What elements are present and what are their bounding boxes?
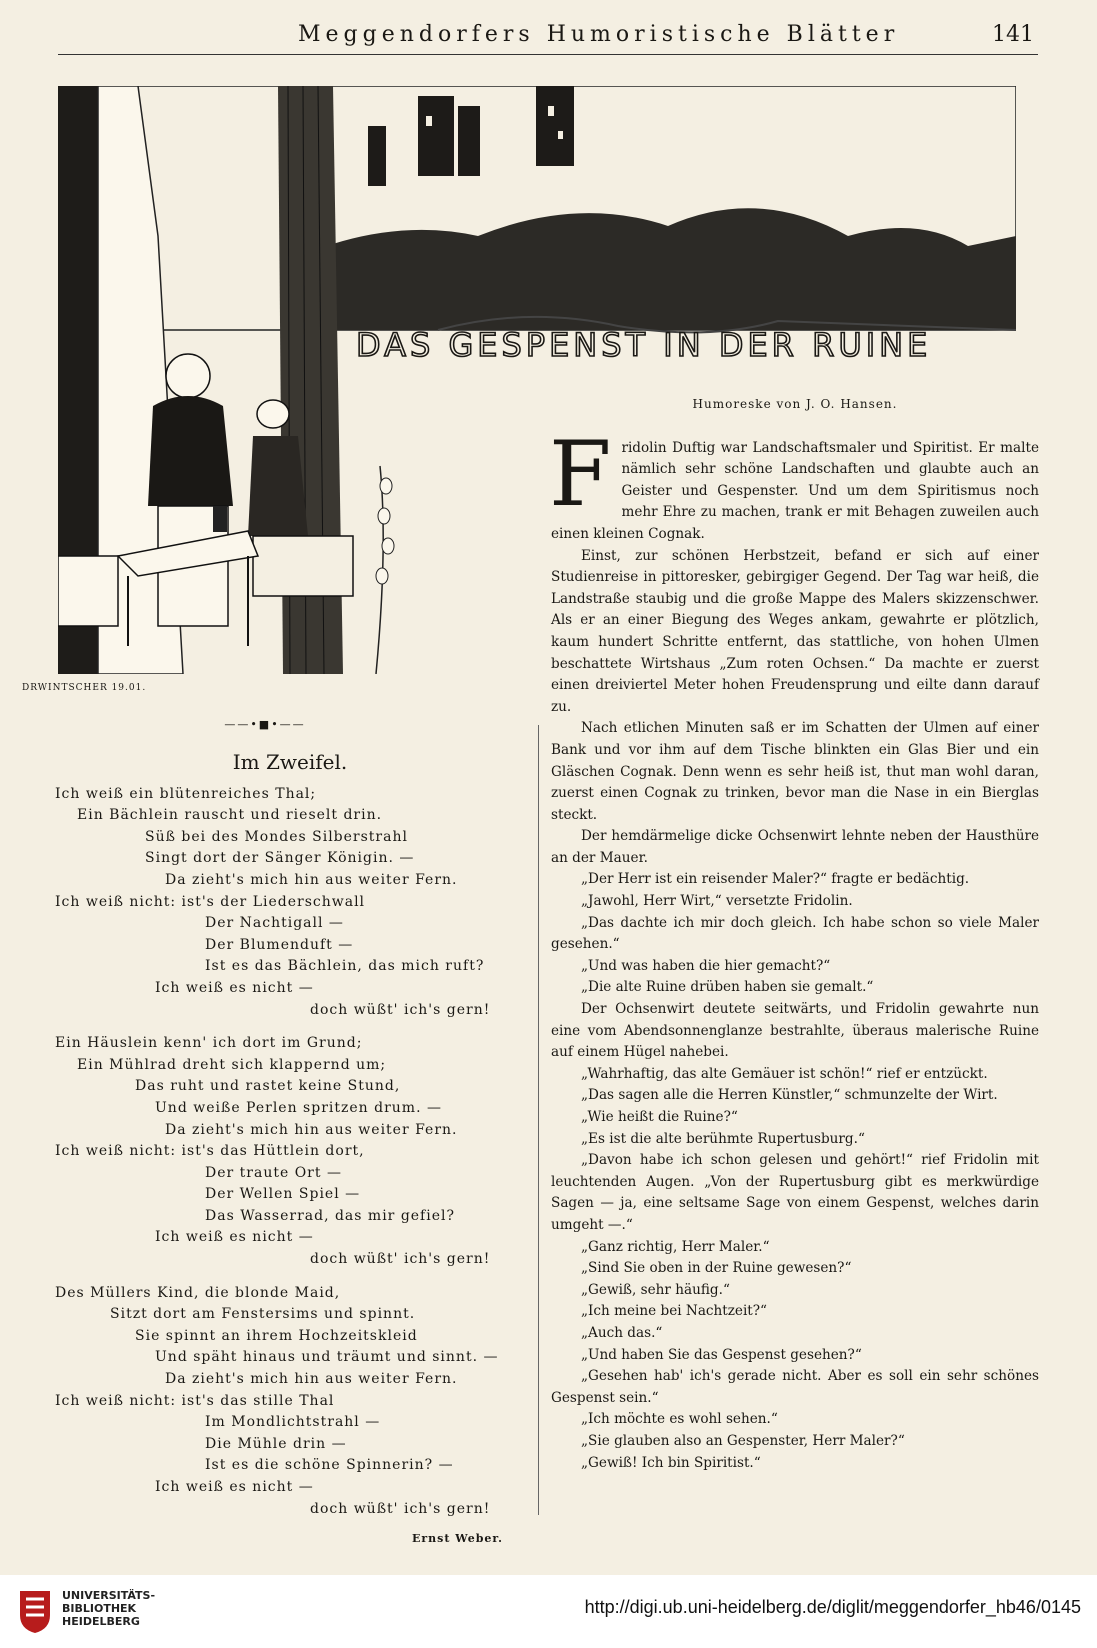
story-paragraph: „Ich möchte es wohl sehen.“ [581,1411,778,1428]
poem-line: Sitzt dort am Fenstersims und spinnt. [110,1306,416,1323]
library-line: UNIVERSITÄTS- [62,1589,156,1602]
poem-line: Sie spinnt an ihrem Hochzeitskleid [135,1327,418,1344]
poem-stanza [55,1033,525,1271]
poem-line: doch wüßt' ich's gern! [310,1500,491,1517]
story-paragraph: „Der Herr ist ein reisender Maler?“ fragte er bedächtig. [581,871,970,888]
story-paragraph: „Das sagen alle die Herren Künstler,“ schmunzelte der Wirt. [581,1087,998,1104]
source-url[interactable]: http://digi.ub.uni-heidelberg.de/diglit/meggendorfer_hb46/0145 [584,1597,1081,1617]
header-rule [58,54,1038,55]
story-paragraph: „Davon habe ich schon gelesen und gehört!“ rief Fridolin mit leuchtenden Augen. „Von der Rupertusburg gibt es merkwürdige Sagen — ja, eine seltsame Sage von einem Gespenst, welches darin umgeht —.“ [551,1152,1039,1233]
poem-title: Im Zweifel. [232,750,348,774]
story-paragraph: „Ganz richtig, Herr Maler.“ [581,1238,770,1255]
poem-line: Süß bei des Mondes Silberstrahl [145,828,408,845]
library-line: HEIDELBERG [62,1615,140,1628]
artist-signature: DRWINTSCHER 19.01. [22,683,147,693]
poem [55,752,525,1550]
story-paragraph [549,421,1039,546]
poem-line: Und späht hinaus und träumt und sinnt. — [155,1349,499,1366]
story [551,394,1039,1474]
story-paragraph: Der hemdärmelige dicke Ochsenwirt lehnte neben der Hausthüre an der Mauer. [551,828,1039,866]
poem-line: Ich weiß nicht: ist's das stille Thal [55,1392,335,1409]
column-rule [538,725,539,1515]
poem-author: Ernst Weber. [411,1532,503,1546]
poem-line: doch wüßt' ich's gern! [310,1251,491,1268]
poem-line: Singt dort der Sänger Königin. — [145,850,415,867]
story-paragraph: „Ich meine bei Nachtzeit?“ [581,1303,768,1320]
story-byline: Humoreske von J. O. Hansen. [692,397,898,411]
poem-line: Ist es die schöne Spinnerin? — [205,1457,454,1474]
poem-line: Ich weiß nicht: ist's der Liederschwall [55,893,366,910]
poem-line: Der Wellen Spiel — [205,1186,361,1203]
story-paragraph: „Gesehen hab' ich's gerade nicht. Aber es soll ein sehr schönes Gespenst sein.“ [551,1368,1039,1406]
story-paragraph: „Wie heißt die Ruine?“ [581,1109,738,1125]
page-number: 141 [992,22,1034,47]
poem-line: doch wüßt' ich's gern! [310,1001,491,1018]
story-paragraph: „Gewiß, sehr häufig.“ [581,1281,730,1298]
poem-line: Ist es das Bächlein, das mich ruft? [205,958,485,975]
poem-line: Ich weiß nicht: ist's das Hüttlein dort, [55,1143,365,1160]
poem-line: Ein Häuslein kenn' ich dort im Grund; [55,1035,363,1052]
story-paragraph: „Sie glauben also an Gespenster, Herr Maler?“ [581,1432,905,1449]
story-paragraph: „Auch das.“ [581,1324,663,1341]
poem-line: Ein Bächlein rauscht und rieselt drin. [77,807,383,824]
story-paragraph: Einst, zur schönen Herbstzeit, befand er sich auf einer Studienreise in pittoresker, gebirgiger Gegend. Der Tag war heiß, die Landstraße staubig und die große Mappe des Malers skizzenschwer. Als er an einer Biegung des Weges ankam, gewahrte er plötzlich, kaum hundert Schritte entfernt, das stattliche, von hohen Ulmen beschattete Wirtshaus „Zum roten Ochsen.“ Da machte er zuerst einen dreiviertel Meter hohen Freudensprung und eilte dann darauf zu. [551,547,1039,715]
story-paragraph: „Und haben Sie das Gespenst gesehen?“ [581,1346,862,1363]
poem-line: Ich weiß ein blütenreiches Thal; [55,785,317,802]
poem-line: Die Mühle drin — [205,1435,347,1452]
story-paragraph: „Das dachte ich mir doch gleich. Ich habe schon so viele Maler gesehen.“ [551,914,1039,953]
drop-cap: F [549,421,612,527]
poem-line: Ich weiß es nicht — [155,1479,314,1495]
library-line: BIBLIOTHEK [62,1602,137,1615]
poem-line: Und weiße Perlen spritzen drum. — [155,1099,442,1116]
poem-stanza [55,1283,525,1521]
footer-bar [0,1575,1097,1648]
poem-line: Im Mondlichtstrahl — [205,1414,381,1431]
poem-line: Des Müllers Kind, die blonde Maid, [55,1284,341,1301]
poem-line: Das Wasserrad, das mir gefiel? [205,1207,455,1224]
story-paragraph: „Und was haben die hier gemacht?“ [581,957,831,974]
poem-stanza [55,784,525,1022]
story-paragraph: Nach etlichen Minuten saß er im Schatten der Ulmen auf einer Bank und vor ihm auf dem Tische blinkten ein Glas Bier und ein Gläschen Cognak. Denn wenn es sehr heiß ist, thut man wohl daran, zuerst einen Cognak zu trinken, bevor man die Nase in ein Bierglas steckt. [551,720,1039,823]
poem-line: Das ruht und rastet keine Stund, [135,1078,401,1095]
running-header [58,18,1038,54]
poem-line: Da zieht's mich hin aus weiter Fern. [165,871,458,888]
poem-line: Der Blumenduft — [205,936,354,953]
story-paragraph: „Es ist die alte berühmte Rupertusburg.“ [581,1130,865,1147]
story-paragraph: „Die alte Ruine drüben haben sie gemalt.“ [581,979,874,996]
poem-line: Ich weiß es nicht — [155,979,314,996]
poem-line: Da zieht's mich hin aus weiter Fern. [165,1371,458,1388]
story-paragraph: „Sind Sie oben in der Ruine gewesen?“ [581,1260,852,1277]
story-paragraph: „Gewiß! Ich bin Spiritist.“ [581,1454,761,1471]
story-paragraph: Der Ochsenwirt deutete seitwärts, und Fridolin gewahrte nun eine vom Abendsonnenglanze bestrahlte, überaus malerische Ruine auf einem Hügel nahebei. [551,1001,1039,1061]
library-name [62,1589,155,1628]
story-paragraph: „Wahrhaftig, das alte Gemäuer ist schön!“ rief er entzückt. [581,1065,988,1082]
poem-stanzas [55,784,525,1521]
story-paragraph-text: ridolin Duftig war Landschaftsmaler und Spiritist. Er malte nämlich sehr schöne Landschaften und glaubte auch an Geister und Gespenster. Und um dem Spiritismus noch mehr Ehre zu machen, trank er mit Behagen zuweilen auch einen kleinen Cognak. [551,439,1039,542]
poem-line: Der traute Ort — [205,1164,342,1181]
poem-line: Da zieht's mich hin aus weiter Fern. [165,1121,458,1138]
poem-line: Ich weiß es nicht — [155,1229,314,1246]
poem-line: Ein Mühlrad dreht sich klappernd um; [77,1056,387,1073]
ornament-divider: ——•■•—— [224,718,306,731]
poem-line: Der Nachtigall — [205,915,344,932]
story-paragraph: „Jawohl, Herr Wirt,“ versetzte Fridolin. [581,893,853,910]
university-seal-icon [16,1587,54,1635]
banner-title: DAS GESPENST IN DER RUINE [356,326,932,364]
story-text [549,421,1039,1475]
journal-title: Meggendorfers Humoristische Blätter [298,22,900,47]
